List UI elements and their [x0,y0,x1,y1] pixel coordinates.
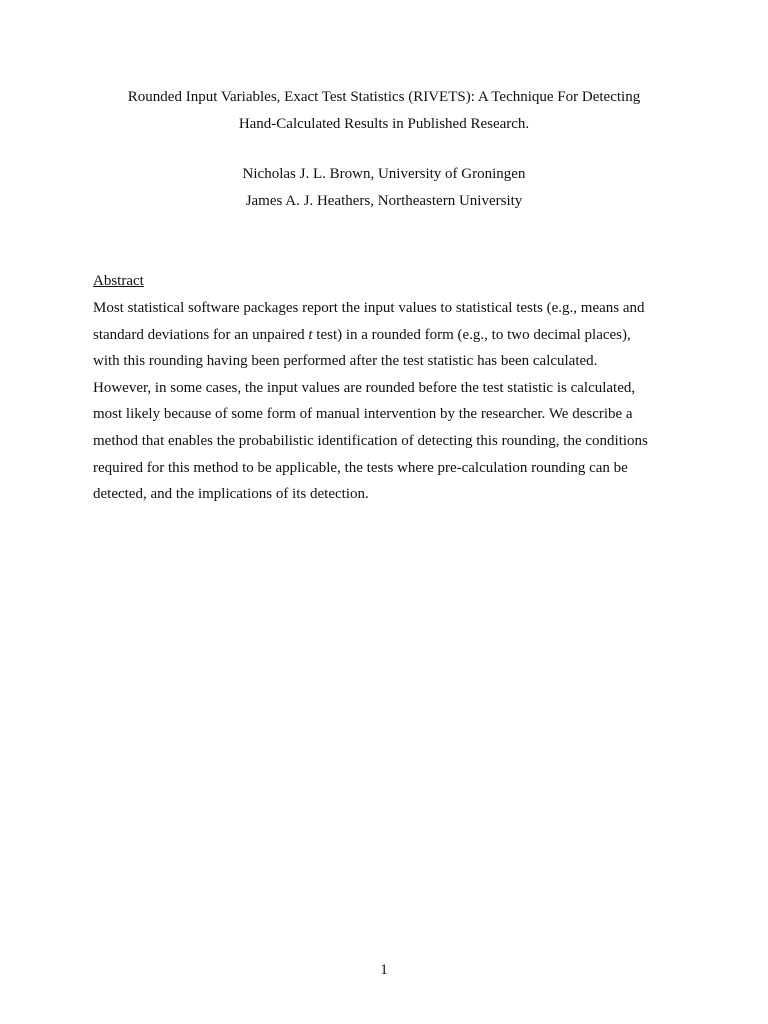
abstract-line-7: required for this method to be applicable, the tests where pre-calculation rounding can be [93,459,628,476]
abstract-line-8: detected, and the implications of its detection. [93,486,369,503]
author-1: Nicholas J. L. Brown, University of Groningen [242,166,526,182]
page-number: 1 [380,962,388,978]
abstract-line-2 [93,322,693,349]
paper-title [0,84,768,138]
abstract-line-4: However, in some cases, the input values are rounded before the test statistic is calculated, [93,379,636,396]
title-line-1: Rounded Input Variables, Exact Test Statistics (RIVETS): A Technique For Detecting [127,89,641,105]
abstract-heading: Abstract [93,273,144,289]
abstract-body [93,295,693,508]
abstract-line-3: with this rounding having been performed after the test statistic has been calculated. [93,353,598,370]
author-list [0,161,768,215]
title-line-2: Hand-Calculated Results in Published Research. [238,116,530,132]
abstract-line-2-start: standard deviations for an unpaired [93,326,309,343]
italic-t: t [308,326,313,343]
abstract-line-2-end: test) in a rounded form (e.g., to two decimal places), [312,326,631,343]
abstract-line-5: most likely because of some form of manual intervention by the researcher. We describe a [93,406,633,423]
abstract-line-6: method that enables the probabilistic identification of detecting this rounding, the conditions [93,432,648,449]
author-2: James A. J. Heathers, Northeastern University [245,193,523,209]
abstract-line-1: Most statistical software packages report the input values to statistical tests (e.g., means and [93,300,645,316]
